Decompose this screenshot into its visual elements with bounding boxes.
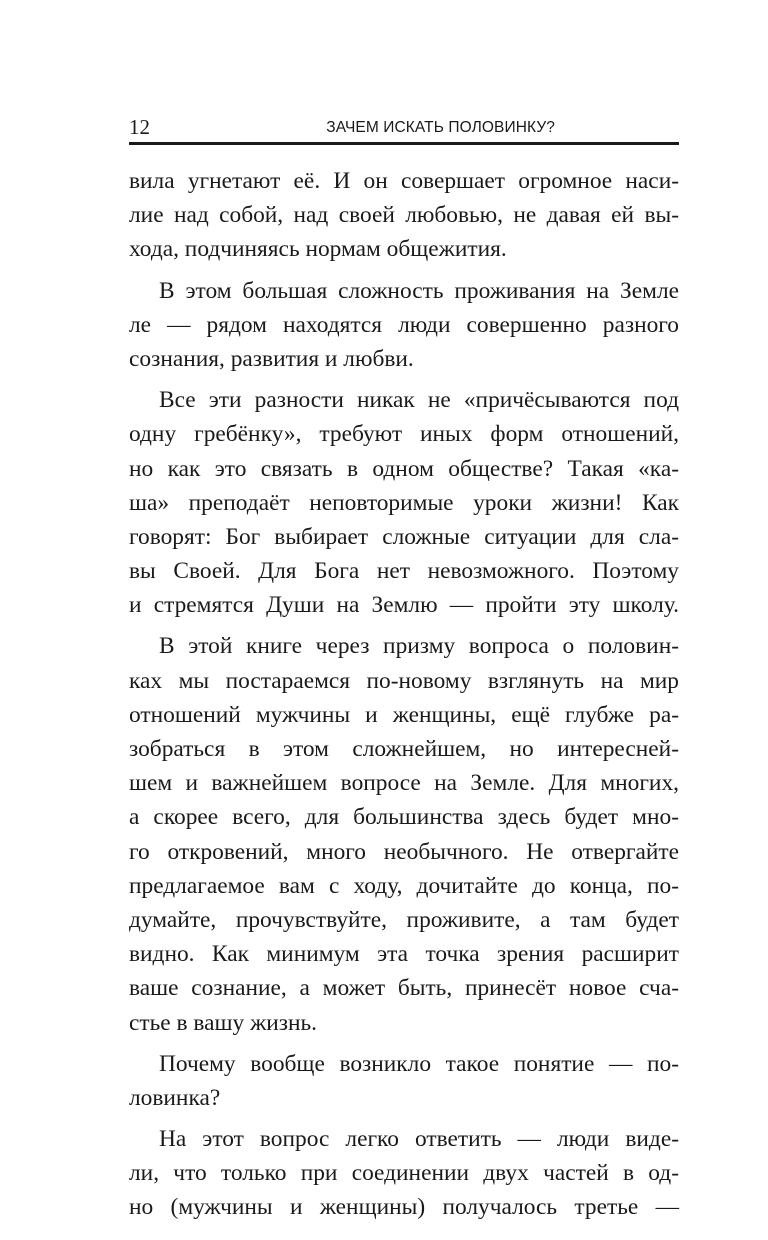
page-number: 12 (129, 115, 150, 139)
text-line: зобраться в этом сложнейшем, но интересней- (129, 736, 679, 762)
paragraph (129, 1122, 679, 1225)
text-line: ках мы постараемся по-новому взглянуть на мир (129, 667, 679, 694)
paragraph (129, 629, 679, 1039)
text-line: шем и важнейшем вопросе на Земле. Для многих, (129, 770, 679, 797)
text-line: го откровений, много необычного. Не отвергайте (129, 838, 679, 865)
text-line: отношений мужчины и женщины, ещё глубже ра- (129, 701, 679, 728)
text-line: думайте, прочувствуйте, проживите, а там будет (129, 906, 679, 933)
text-line: ловинка? (129, 1084, 221, 1111)
text-line: ша» преподаёт неповторимые уроки жизни! Как (129, 489, 679, 516)
text-line: ваше сознание, а может быть, принесёт новое сча- (129, 975, 679, 1002)
paragraph (129, 383, 679, 622)
text-line: одну гребёнку», требуют иных форм отношений, (129, 421, 679, 448)
text-line: но как это связать в одном обществе? Такая «ка- (129, 455, 679, 482)
running-title: ЗАЧЕМ ИСКАТЬ ПОЛОВИНКУ? (326, 119, 555, 136)
text-line: В этой книге через призму вопроса о половин- (159, 633, 679, 660)
header-rule (129, 142, 679, 145)
text-line: сознания, развития и любви. (129, 345, 414, 372)
text-line: и стремятся Души на Землю — пройти эту школу. (129, 592, 679, 619)
text-line: ле — рядом находятся люди совершенно разного (129, 311, 679, 338)
text-line: стье в вашу жизнь. (129, 1009, 318, 1036)
text-line: хода, подчиняясь нормам общежития. (129, 236, 507, 263)
text-line: вы Своей. Для Бога нет невозможного. Поэтому (129, 558, 679, 585)
text-line: а скорее всего, для большинства здесь будет мно- (129, 804, 679, 831)
text-line: говорят: Бог выбирает сложные ситуации для сла- (129, 523, 679, 550)
text-line: вила угнетают её. И он совершает огромное наси- (129, 168, 679, 194)
text-line: Почему вообще возникло такое понятие — по- (159, 1050, 679, 1077)
text-line: Все эти разности никак не «причёсываются под (159, 387, 679, 414)
paragraph (129, 274, 679, 377)
text-line: лие над собой, над своей любовью, не давая ей вы- (129, 202, 679, 229)
text-line: На этот вопрос легко ответить — люди виде- (159, 1126, 679, 1153)
text-line: видно. Как минимум эта точка зрения расширит (129, 941, 679, 968)
running-header (129, 112, 679, 142)
paragraph (129, 164, 679, 267)
text-line: предлагаемое вам с ходу, дочитайте до конца, по- (129, 872, 679, 899)
paragraph (129, 1047, 679, 1115)
text-line: В этом большая сложность проживания на Земле (159, 277, 679, 304)
text-line: ли, что только при соединении двух частей в од- (129, 1160, 679, 1187)
text-line: но (мужчины и женщины) получалось третье — (129, 1194, 679, 1221)
page-body (129, 164, 679, 1232)
